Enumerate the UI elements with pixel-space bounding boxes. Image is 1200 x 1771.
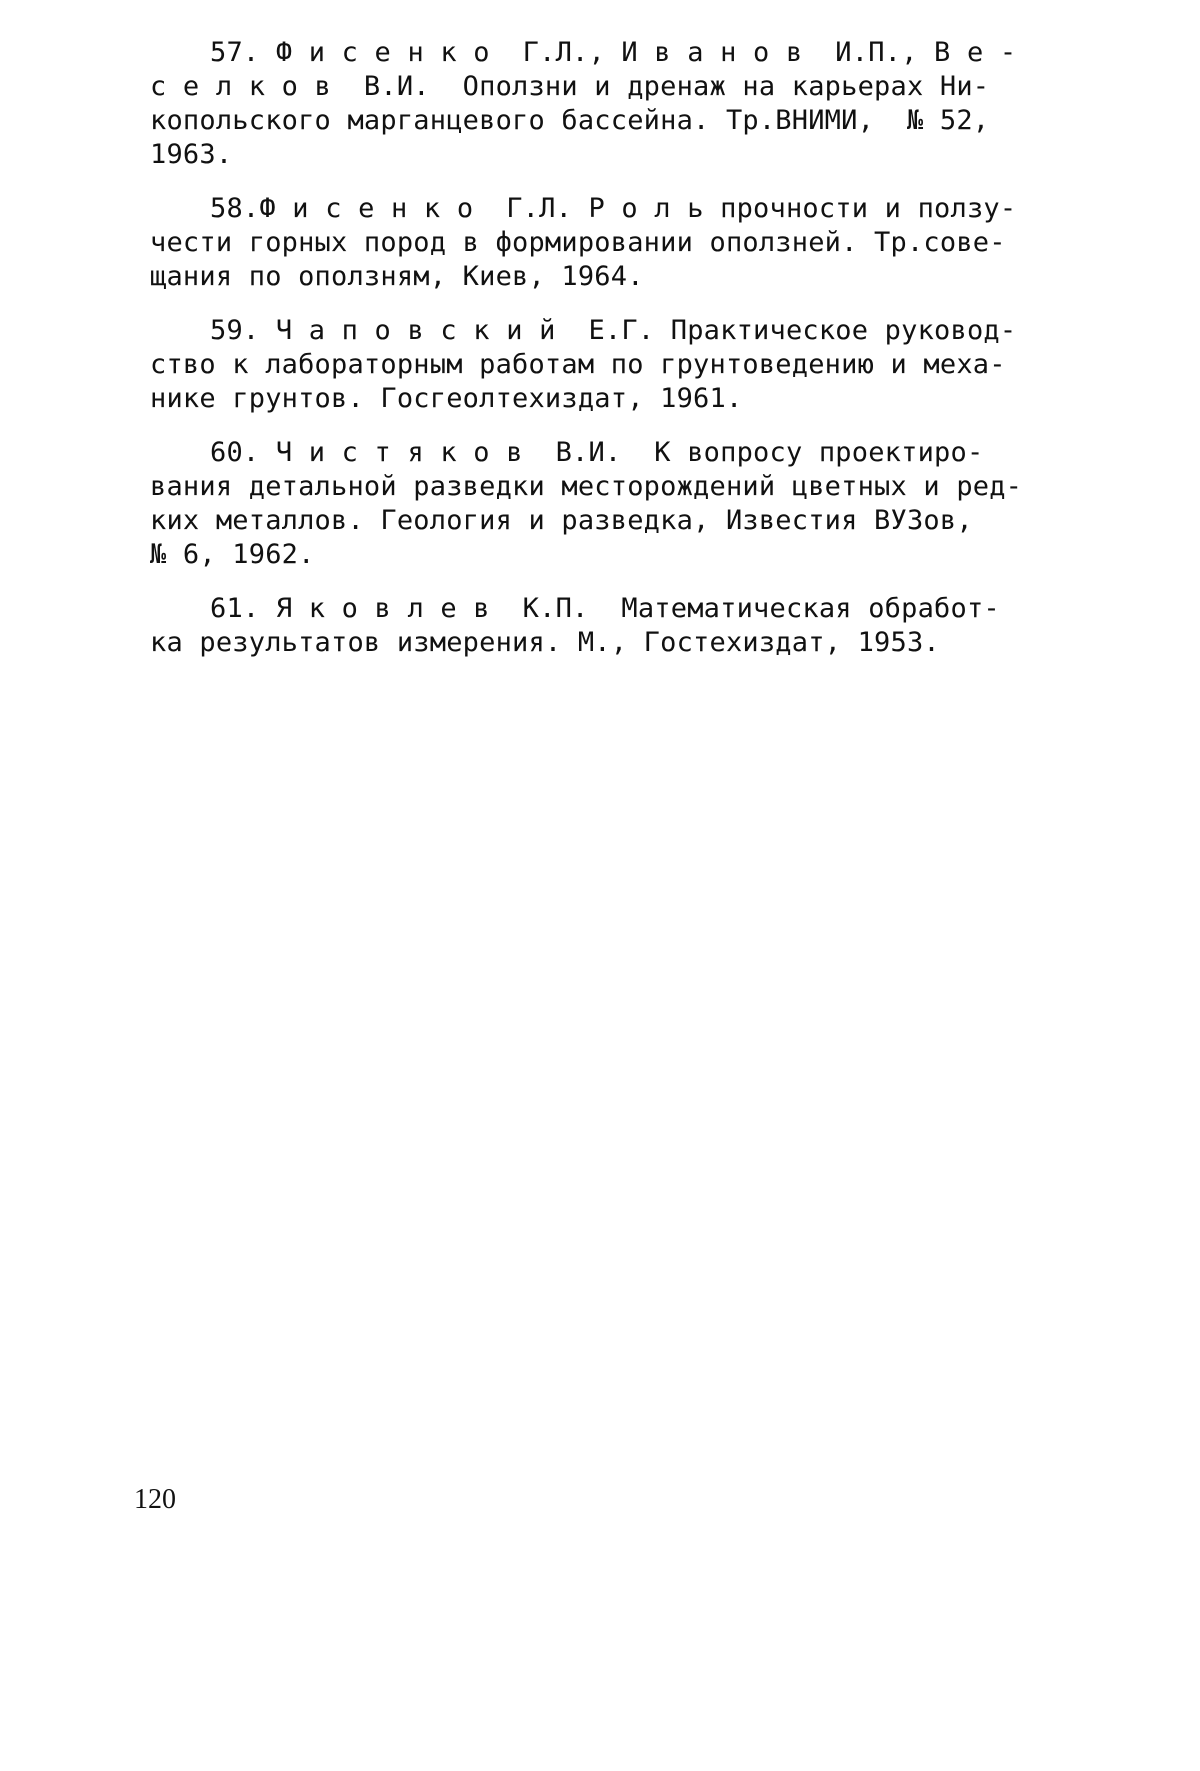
reference-59: [150, 314, 1080, 416]
reference-line: 61. Я к о в л е в К.П. Математическая обработ-: [210, 593, 1000, 624]
reference-line: вания детальной разведки месторождений цветных и ред-: [150, 471, 1023, 502]
reference-line: с е л к о в В.И. Оползни и дренаж на карьерах Ни-: [150, 71, 990, 102]
reference-line: ких металлов. Геология и разведка, Известия ВУЗов,: [150, 505, 973, 536]
reference-line: ка результатов измерения. М., Гостехиздат, 1953.: [150, 627, 940, 658]
reference-line: 58.Ф и с е н к о Г.Л. Р о л ь прочности и ползу-: [210, 193, 1017, 224]
reference-line: 59. Ч а п о в с к и й Е.Г. Практическое руковод-: [210, 315, 1017, 346]
reference-line: 60. Ч и с т я к о в В.И. К вопросу проектиро-: [210, 437, 984, 468]
reference-line: 57. Ф и с е н к о Г.Л., И в а н о в И.П., В е -: [210, 37, 1017, 68]
reference-line: чести горных пород в формировании оползней. Тр.сове-: [150, 227, 1006, 258]
page-number: 120: [134, 1484, 176, 1515]
reference-line: щания по оползням, Киев, 1964.: [150, 261, 644, 292]
reference-line: 1963.: [150, 139, 233, 170]
reference-61: [150, 592, 1080, 660]
reference-60: [150, 436, 1080, 572]
reference-line: ство к лабораторным работам по грунтоведению и меха-: [150, 349, 1006, 380]
reference-line: копольского марганцевого бассейна. Тр.ВНИМИ, № 52,: [150, 105, 990, 136]
reference-58: [150, 192, 1080, 294]
reference-57: [150, 36, 1080, 172]
reference-line: № 6, 1962.: [150, 539, 315, 570]
reference-list: [150, 36, 1080, 680]
reference-line: нике грунтов. Госгеолтехиздат, 1961.: [150, 383, 743, 414]
